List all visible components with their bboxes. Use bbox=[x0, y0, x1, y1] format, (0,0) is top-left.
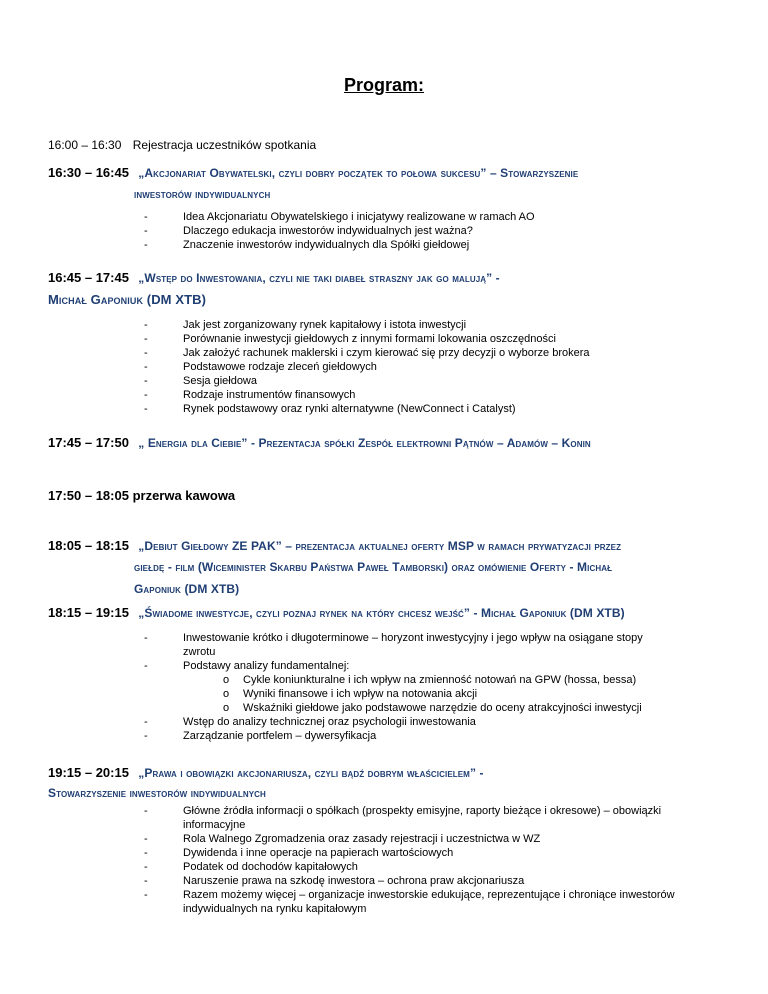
sub-list-item: o Wskaźniki giełdowe jako podstawowe narzędzie do oceny atrakcyjności inwestycji bbox=[223, 702, 642, 714]
list-item: - Rodzaje instrumentów finansowych bbox=[144, 389, 356, 401]
agenda-item-1630 bbox=[48, 165, 578, 180]
session-title: „Debiut Giełdowy ZE PAK” – prezentacja aktualnej oferty MSP w ramach prywatyzacji przez bbox=[138, 539, 622, 553]
list-item: - Główne źródła informacji o spółkach (prospekty emisyjne, raporty bieżące i okresowe) – obowiązki informacyjne bbox=[144, 805, 662, 831]
list-item: - Razem możemy więcej – organizacje inwestorskie edukujące, reprezentujące i chroniące inwestorów indywidualnych na rynku kapitałowym bbox=[144, 889, 675, 915]
list-item: - Idea Akcjonariatu Obywatelskiego i inicjatywy realizowane w ramach AO bbox=[144, 211, 535, 223]
time-range: 18:05 – 18:15 bbox=[48, 538, 129, 553]
time-range: 16:00 – 16:30 bbox=[48, 138, 122, 152]
list-item: - Podatek od dochodów kapitałowych bbox=[144, 861, 358, 873]
list-item: - Naruszenie prawa na szkodę inwestora – ochrona praw akcjonariusza bbox=[144, 875, 525, 887]
list-item: - Rynek podstawowy oraz rynki alternatywne (NewConnect i Catalyst) bbox=[144, 403, 516, 415]
time-range: 16:45 – 17:45 bbox=[48, 270, 129, 285]
list-item: - Znaczenie inwestorów indywidualnych dla Spółki giełdowej bbox=[144, 239, 470, 251]
list-item: - Zarządzanie portfelem – dywersyfikacja bbox=[144, 730, 377, 742]
list-item: - Porównanie inwestycji giełdowych z innymi formami lokowania oszczędności bbox=[144, 333, 556, 345]
time-range: 17:45 – 17:50 bbox=[48, 435, 129, 450]
list-item: - Podstawowe rodzaje zleceń giełdowych bbox=[144, 361, 377, 373]
agenda-item-1915 bbox=[48, 765, 484, 780]
session-title: „Świadome inwestycje, czyli poznaj rynek na który chcesz wejść” - Michał Gaponiuk (DM XTB) bbox=[138, 606, 625, 620]
session-title: „Prawa i obowiązki akcjonariusza, czyli bądź dobrym właścicielem” - bbox=[138, 766, 484, 780]
session-title-cont: giełdę - film (Wiceminister Skarbu Państwa Paweł Tamborski) oraz omówienie Oferty - Michał bbox=[134, 560, 613, 574]
page-title: Program: bbox=[343, 75, 424, 95]
session-text: Rejestracja uczestników spotkania bbox=[132, 138, 317, 152]
list-item: - Wstęp do analizy technicznej oraz psychologii inwestowania bbox=[144, 716, 476, 728]
list-item: - Dywidenda i inne operacje na papierach wartościowych bbox=[144, 847, 454, 859]
agenda-item-1745 bbox=[48, 435, 591, 450]
session-topics-1645 bbox=[144, 318, 590, 416]
session-speaker: Stowarzyszenie inwestorów indywidualnych bbox=[48, 786, 266, 800]
sub-list bbox=[183, 673, 643, 715]
session-topics-1915 bbox=[144, 804, 675, 916]
session-title: „Akcjonariat Obywatelski, czyli dobry początek to połowa sukcesu” – Stowarzyszenie bbox=[138, 166, 579, 180]
session-title-cont: Gaponiuk (DM XTB) bbox=[134, 582, 240, 596]
sub-list-item: o Cykle koniunkturalne i ich wpływ na zmienność notowań na GPW (hossa, bessa) bbox=[223, 674, 637, 686]
session-topics-1815 bbox=[144, 631, 643, 743]
list-item: - Sesja giełdowa bbox=[144, 375, 257, 387]
agenda-item-1645 bbox=[48, 270, 500, 285]
list-item: - Rola Walnego Zgromadzenia oraz zasady rejestracji i uczestnictwa w WZ bbox=[144, 833, 541, 845]
list-item: - Podstawy analizy fundamentalnej: o Cykle koniunkturalne i ich wpływ na zmienność notowań na GPW (hossa, bessa) o Wyniki finansowe i ich wpływ na notowania akcji o Wskaźniki giełdowe jako podstawowe narzędzie do oceny atrakcyjności inwestycji bbox=[144, 660, 642, 714]
session-speaker: Michał Gaponiuk (DM XTB) bbox=[48, 292, 207, 307]
list-item: - Inwestowanie krótko i długoterminowe – horyzont inwestycyjny i jego wpływ na osiągane stopy zwrotu bbox=[144, 632, 643, 658]
list-item: - Jak założyć rachunek maklerski i czym kierować się przy decyzji o wyborze brokera bbox=[144, 347, 590, 359]
agenda-item-registration bbox=[48, 138, 316, 152]
sub-list-item: o Wyniki finansowe i ich wpływ na notowania akcji bbox=[223, 688, 478, 700]
list-item: - Dlaczego edukacja inwestorów indywidualnych jest ważna? bbox=[144, 225, 473, 237]
session-title: „Wstęp do Inwestowania, czyli nie taki diabeł straszny jak go malują” - bbox=[138, 271, 500, 285]
session-topics-1630 bbox=[144, 210, 535, 252]
agenda-item-1805 bbox=[48, 538, 621, 553]
time-range: 19:15 – 20:15 bbox=[48, 765, 129, 780]
list-item: - Jak jest zorganizowany rynek kapitałowy i istota inwestycji bbox=[144, 319, 467, 331]
time-range: 18:15 – 19:15 bbox=[48, 605, 129, 620]
agenda-item-1815 bbox=[48, 605, 625, 620]
session-title-cont: inwestorów indywidualnych bbox=[134, 187, 271, 201]
time-range: 16:30 – 16:45 bbox=[48, 165, 129, 180]
agenda-item-coffee-break: 17:50 – 18:05 przerwa kawowa bbox=[48, 488, 236, 503]
session-title: „ Energia dla Ciebie” - Prezentacja spółki Zespół elektrowni Pątnów – Adamów – Konin bbox=[138, 436, 591, 450]
